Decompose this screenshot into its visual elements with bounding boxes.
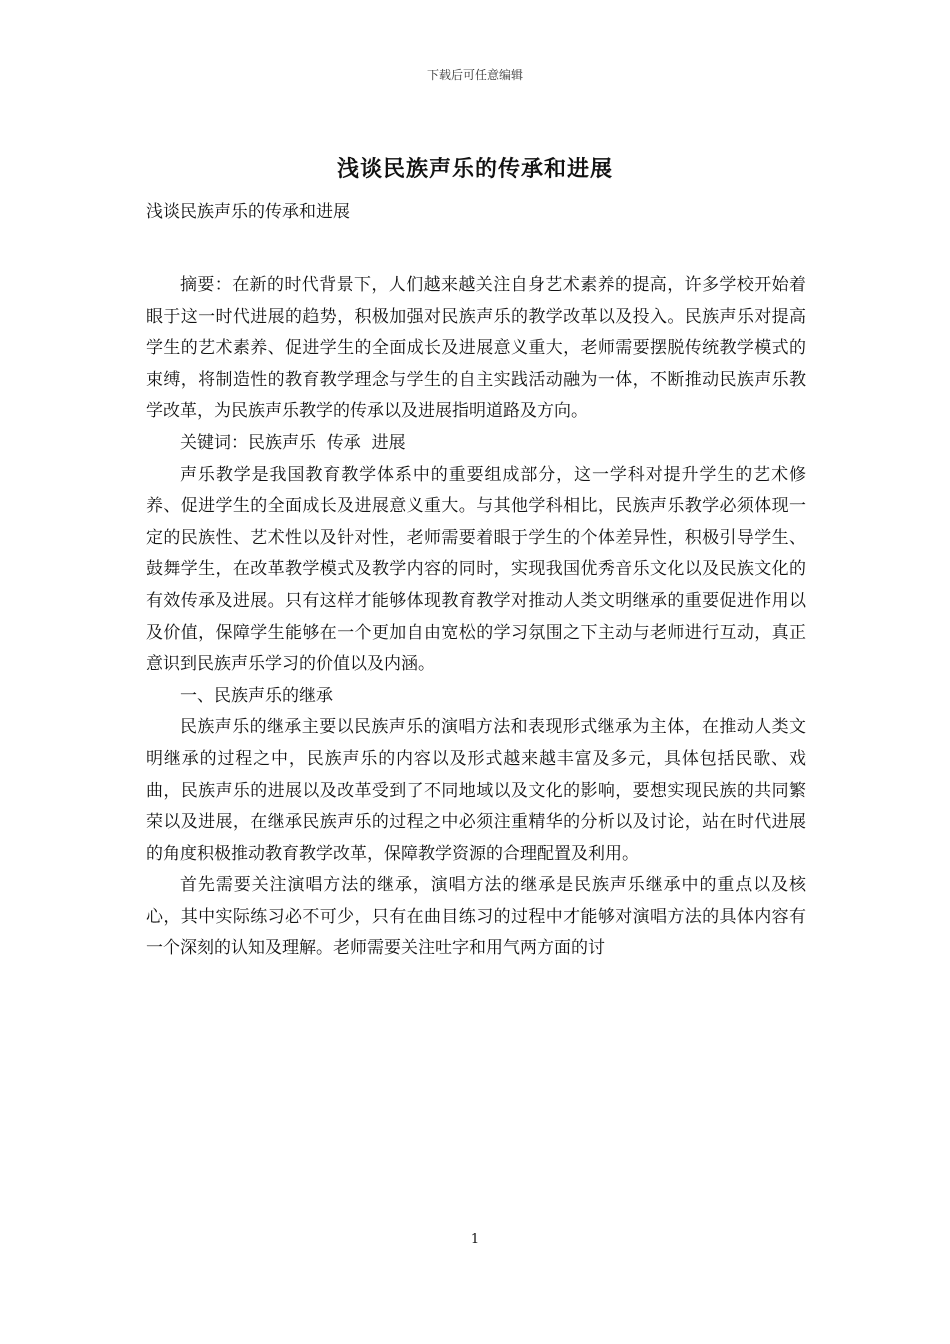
body-paragraph: 民族声乐的继承主要以民族声乐的演唱方法和表现形式继承为主体，在推动人类文明继承的过程之中，民族声乐的内容以及形式越来越丰富及多元，具体包括民歌、戏曲，民族声乐的进展以及改革受到了不同地域以及文化的影响，要想实现民族的共同繁荣以及进展，在继承民族声乐的过程之中必须注重精华的分析以及讨论，站在时代进展的角度积极推动教育教学改革，保障教学资源的合理配置及利用。 (146, 717, 806, 864)
section-heading: 一、民族声乐的继承 (180, 685, 333, 706)
keywords-paragraph: 关键词：民族声乐 传承 进展 (180, 432, 406, 453)
body-paragraph: 首先需要关注演唱方法的继承，演唱方法的继承是民族声乐继承中的重点以及核心，其中实际练习必不可少，只有在曲目练习的过程中才能够对演唱方法的具体内容有一个深刻的认知及理解。老师需要关注吐字和用气两方面的讨 (146, 875, 806, 959)
document-subtitle: 浅谈民族声乐的传承和进展 (146, 202, 350, 222)
header-note: 下载后可任意编辑 (426, 68, 523, 82)
page-number: 1 (470, 1232, 480, 1247)
document-body (146, 270, 806, 965)
abstract-paragraph: 摘要：在新的时代背景下，人们越来越关注自身艺术素养的提高，许多学校开始着眼于这一时代进展的趋势，积极加强对民族声乐的教学改革以及投入。民族声乐对提高学生的艺术素养、促进学生的全面成长及进展意义重大，老师需要摆脱传统教学模式的束缚，将制造性的教育教学理念与学生的自主实践活动融为一体，不断推动民族声乐教学改革，为民族声乐教学的传承以及进展指明道路及方向。 (146, 275, 806, 422)
body-paragraph: 声乐教学是我国教育教学体系中的重要组成部分，这一学科对提升学生的艺术修养、促进学生的全面成长及进展意义重大。与其他学科相比，民族声乐教学必须体现一定的民族性、艺术性以及针对性，老师需要着眼于学生的个体差异性，积极引导学生、鼓舞学生，在改革教学模式及教学内容的同时，实现我国优秀音乐文化以及民族文化的有效传承及进展。只有这样才能够体现教育教学对推动人类文明继承的重要促进作用以及价值，保障学生能够在一个更加自由宽松的学习氛围之下主动与老师进行互动，真正意识到民族声乐学习的价值以及内涵。 (146, 464, 806, 675)
document-title: 浅谈民族声乐的传承和进展 (336, 156, 613, 182)
